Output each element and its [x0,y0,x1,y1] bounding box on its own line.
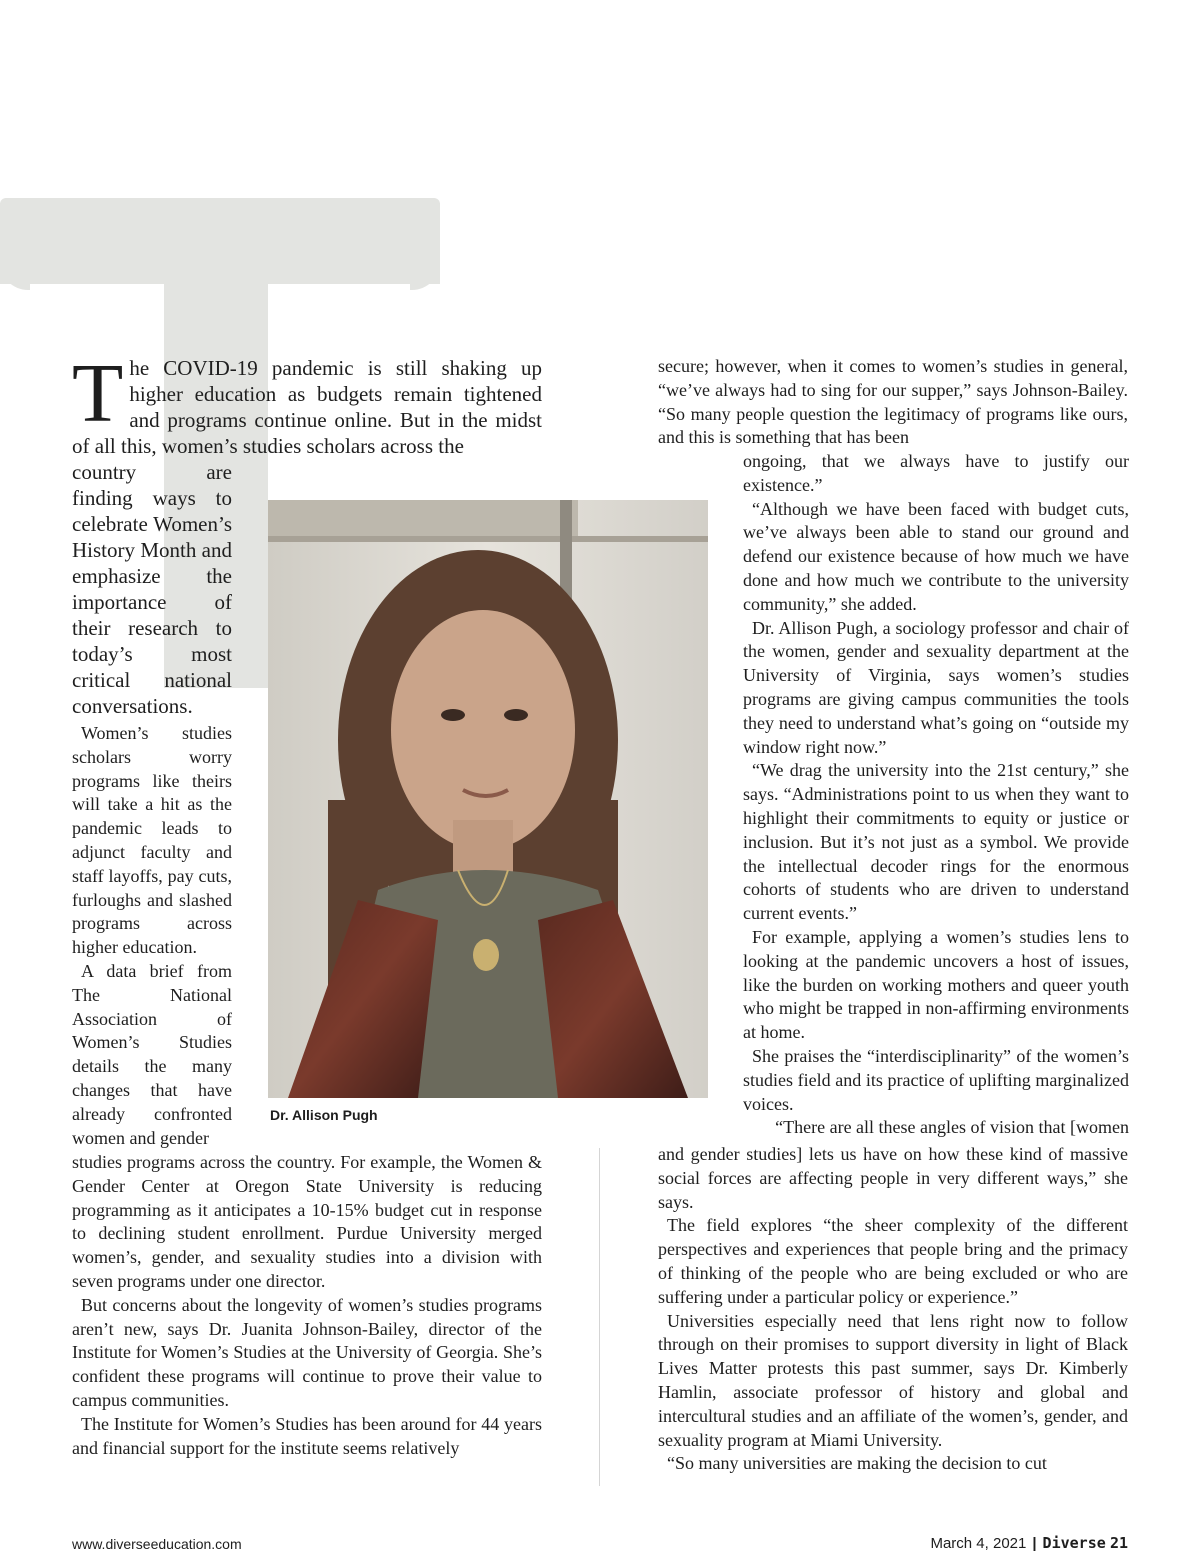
paragraph: But concerns about the longevity of women’s studies programs aren’t new, says Dr. Juanita Johnson-Bailey, director of the Institute for Women’s Studies at the University of Georgia. She’s confident these programs will continue to prove their value to campus communities. [72,1294,542,1410]
paragraph: For example, applying a women’s studies lens to looking at the pandemic uncovers a host of issues, like the burden on working mothers and queer youth who might be trapped in non-affirming environments at home. [743,926,1129,1043]
left-column [72,1151,542,1460]
paragraph: A data brief from The National Association of Women’s Studies details the many changes that have already confronted women and gender [72,960,232,1148]
footer-page-info [930,1534,1128,1552]
paragraph: Dr. Allison Pugh, a sociology professor and chair of the women, gender and sexuality department at the University of Virginia, says women’s studies programs are giving campus communities the tools they need to understand what’s going on “outside my window right now.” [743,617,1129,757]
drop-cap: T [72,347,124,440]
column-divider [599,1148,600,1486]
narrow-column [72,722,232,1150]
footer-date: March 4, 2021 [930,1535,1027,1552]
paragraph: and gender studies] lets us have on how these kind of massive social forces are affecting people in very different ways,” she says. [658,1144,1128,1212]
photo-caption: Dr. Allison Pugh [270,1107,378,1123]
footer-website: www.diverseeducation.com [72,1536,242,1552]
paragraph: studies programs across the country. For example, the Women & Gender Center at Oregon State University is reducing programming as it anticipates a 10-15% budget cut in response to declining student enrollment. Purdue University merged women’s, gender, and sexuality studies into a division with seven programs under one director. [72,1152,542,1291]
footer-separator: | [1032,1535,1037,1552]
paragraph: ongoing, that we always have to justify our existence.” [743,451,1129,495]
paragraph: “There are all these angles of vision that [women [775,1117,1129,1138]
right-column-top [658,355,1128,450]
footer-brand: Diverse [1042,1534,1106,1552]
paragraph: Universities especially need that lens right now to follow through on their promises to support diversity in light of Black Lives Matter protests this past summer, says Dr. Kimberly Hamlin, associate professor of history and global and intercultural studies and an affiliate of the women’s, gender, and sexuality program at Miami University. [658,1310,1128,1450]
page-number: 21 [1109,1534,1128,1552]
paragraph: The field explores “the sheer complexity of the different perspectives and experiences that people bring and the primacy of thinking of the people who are being excluded or who are suffering under a particular policy or experience.” [658,1215,1128,1307]
paragraph: Women’s studies scholars worry programs like theirs will take a hit as the pandemic leads to adjunct faculty and staff layoffs, pay cuts, furloughs and slashed programs across higher education. [72,723,232,958]
paragraph: “So many universities are making the decision to cut [667,1453,1047,1474]
paragraph: “Although we have been faced with budget cuts, we’ve always been able to stand our ground and defend our existence because of how much we have done and how much we contribute to the university community,” she added. [743,498,1129,614]
portrait-photo [268,500,708,1098]
lead-paragraph [72,347,542,459]
lead-text: he COVID-19 pandemic is still shaking up higher education as budgets remain tightened and programs continue online. But in the midst of all this, women’s studies scholars across the [72,356,542,458]
paragraph: She praises the “interdisciplinarity” of the women’s studies field and its practice of uplifting marginalized voices. [743,1045,1129,1114]
paragraph: secure; however, when it comes to women’s studies in general, “we’ve always had to sing for our supper,” says Johnson-Bailey. “So many people question the legitimacy of programs like ours, and this is something that has been [658,356,1128,448]
paragraph: The Institute for Women’s Studies has been around for 44 years and financial support for the institute seems relatively [72,1413,542,1458]
right-column-middle [743,450,1129,1140]
right-column-bottom [658,1143,1128,1476]
paragraph: “We drag the university into the 21st century,” she says. “Administrations point to us when they want to highlight their commitments to equity or justice or inclusion. But it’s not just as a symbol. We provide the intellectual decoder rings for the enormous cohorts of students who are driven to understand current events.” [743,760,1129,924]
lead-paragraph-continued: country are finding ways to celebrate Women’s History Month and emphasize the importance of their research to today’s most critical national conversations. [72,460,232,718]
